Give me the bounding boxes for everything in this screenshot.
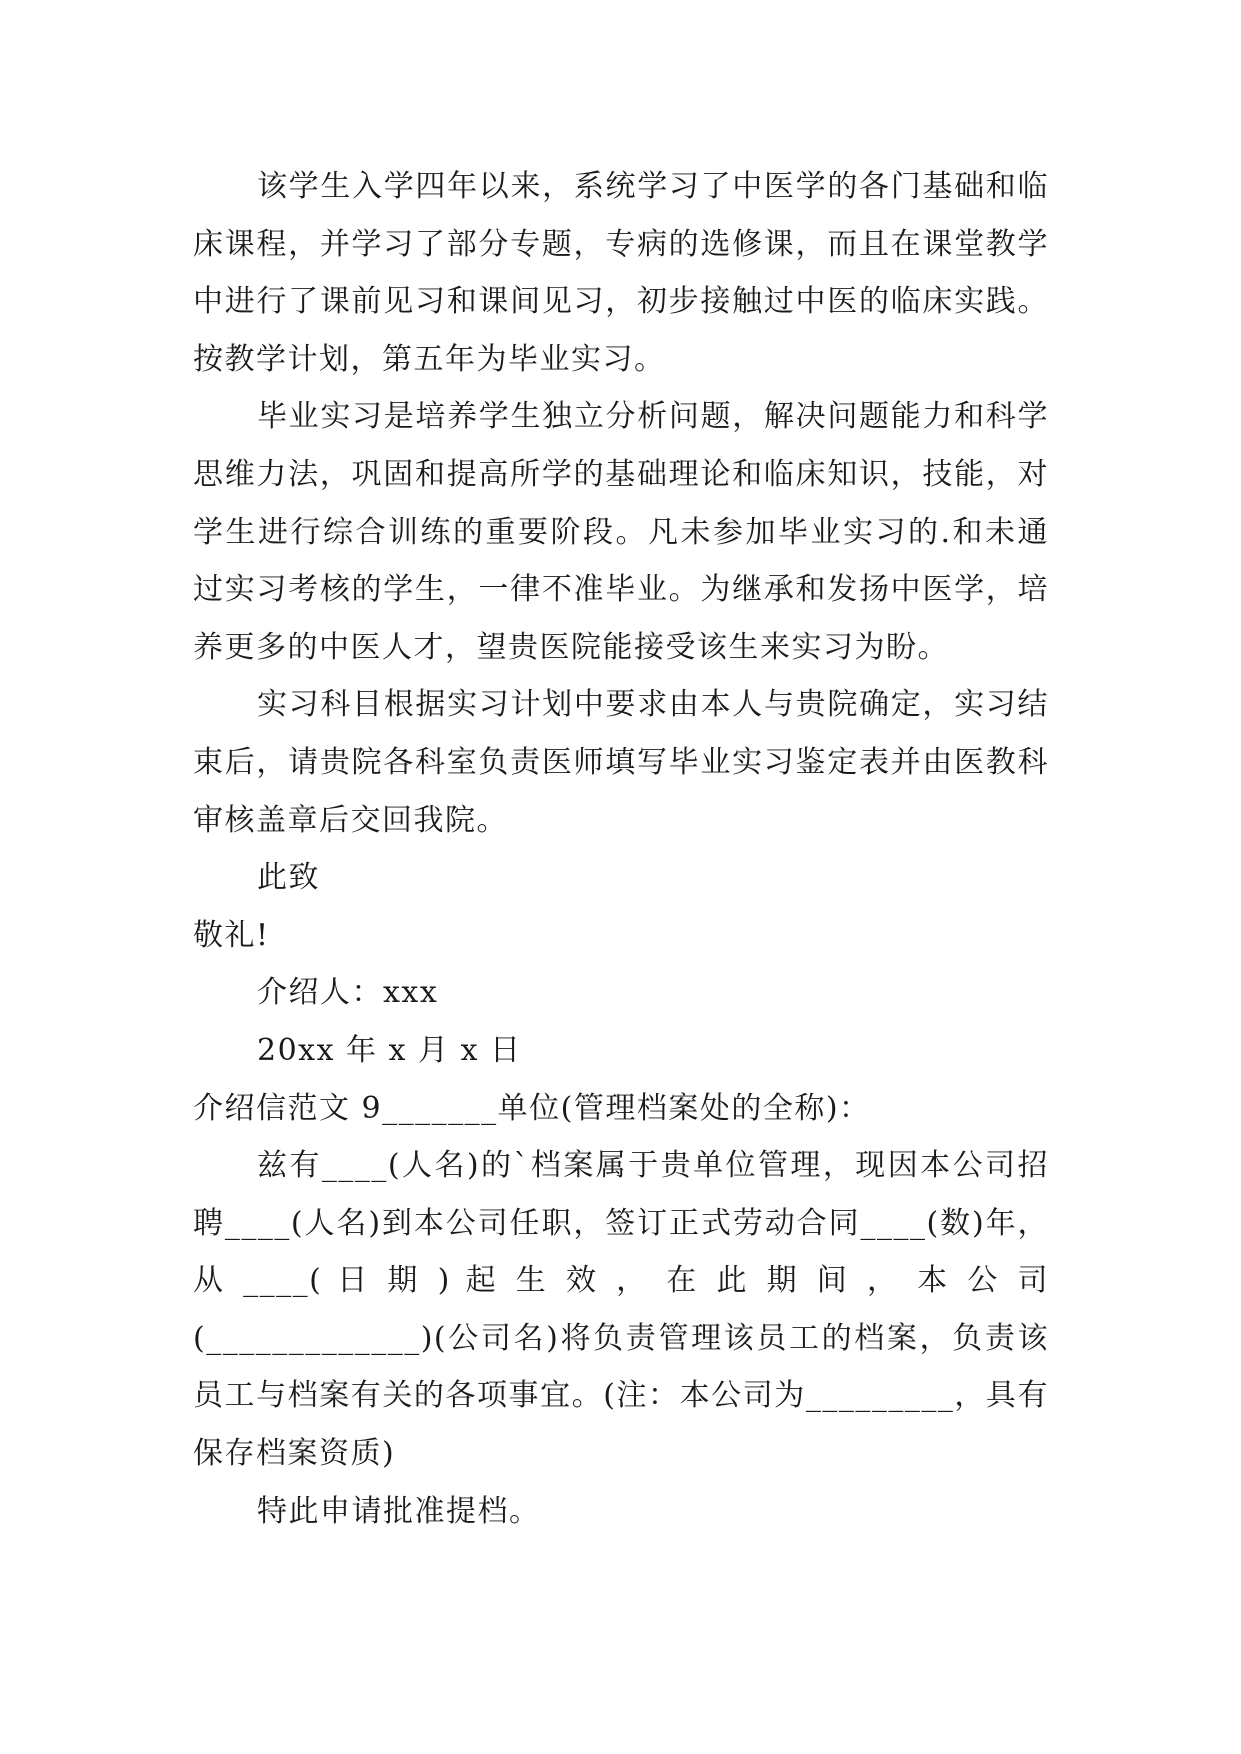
introducer-line: 介绍人：xxx [257, 975, 439, 1011]
paragraph-internship-subjects: 实习科目根据实习计划中要求由本人与贵院确定，实习结束后，请贵院各科室负责医师填写毕业实习鉴定表并由医教科审核盖章后交回我院。 [193, 687, 1049, 838]
final-request-line: 特此申请批准提档。 [257, 1493, 541, 1529]
paragraph-internship-importance: 毕业实习是培养学生独立分析问题，解决问题能力和科学思维力法，巩固和提高所学的基础理论和临床知识，技能，对学生进行综合训练的重要阶段。凡未参加毕业实习的.和未通过实习考核的学生，一律不准毕业。为继承和发扬中医学，培养更多的中医人才，望贵医院能接受该生来实习为盼。 [193, 399, 1049, 665]
document-page [193, 158, 1061, 1540]
closing-salutation: 此致 [257, 860, 320, 896]
sample-heading: 介绍信范文 9_______单位(管理档案处的全称)： [193, 1090, 871, 1126]
date-line: 20xx 年 x 月 x 日 [257, 1032, 522, 1068]
paragraph-archive-transfer: 兹有____(人名)的`档案属于贵单位管理，现因本公司招聘____(人名)到本公司任职，签订正式劳动合同____(数)年， 从 ____( 日 期 ) 起 生 效 ， 在 此 期 间 ， 本 公 司(_____________)(公司名)将负责管理该员工的档案，负责该员工与档案有关的各项事宜。(注：本公司为_________，具有保存档案资质) [193, 1148, 1061, 1472]
closing-regards: 敬礼! [193, 917, 270, 953]
paragraph-study-background: 该学生入学四年以来，系统学习了中医学的各门基础和临床课程，并学习了部分专题，专病的选修课，而且在课堂教学中进行了课前见习和课间见习，初步接触过中医的临床实践。按教学计划，第五年为毕业实习。 [193, 169, 1049, 377]
